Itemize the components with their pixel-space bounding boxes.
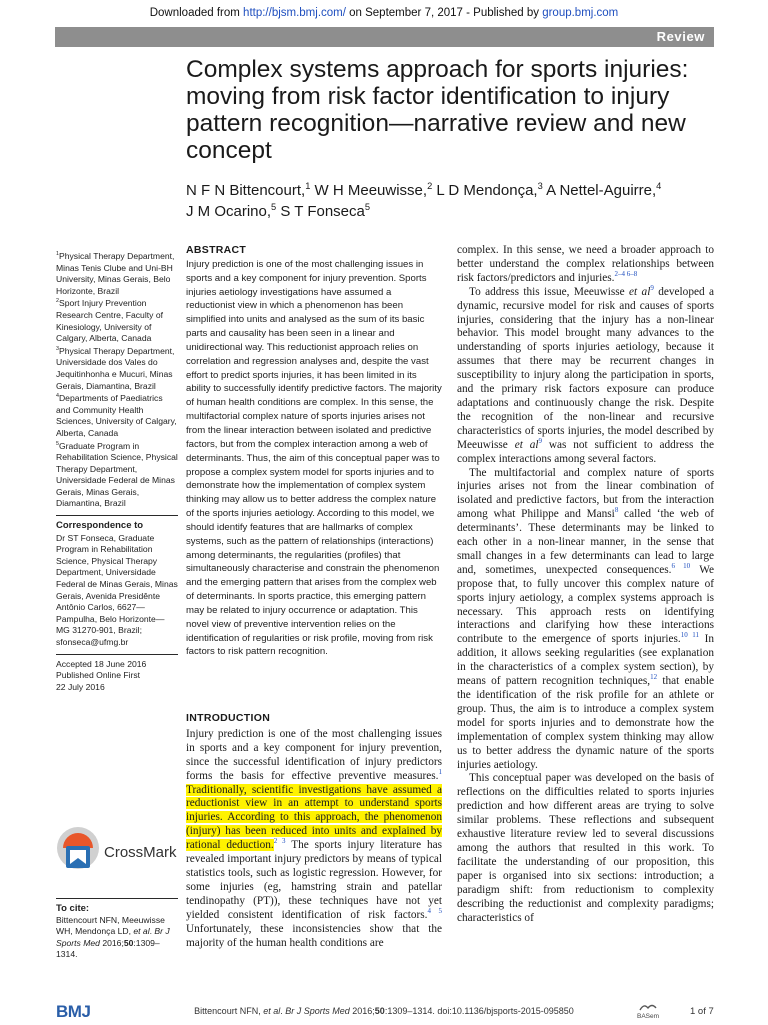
article-title: Complex systems approach for sports injuries: moving from risk factor identification to injury pattern recognition—narrative review and new concept (186, 56, 689, 164)
reference-link[interactable]: 10 11 (680, 631, 699, 640)
correspondence-text: Dr ST Fonseca, Graduate Program in Rehabilitation Science, Physical Therapy Department, Universidade Federal de Minas Gerais, Minas Gerais, Avenida Presidênte Antônio Carlos, 6627—Pampulha, Belo Horizonte—MG 31270-901, Brazil; sfonseca@ufmg.br (56, 532, 178, 647)
affiliation-list (56, 251, 178, 510)
svg-text:BASem: BASem (637, 1013, 660, 1020)
download-middle: on September 7, 2017 - Published by (345, 7, 543, 19)
author-affil-num: 2 (427, 181, 433, 191)
divider (56, 515, 178, 516)
author-affil-num: 1 (305, 181, 311, 191)
correspondence-heading: Correspondence to (56, 520, 144, 532)
reference-link[interactable]: 4 5 (427, 906, 443, 915)
body-paragraph: The multifactorial and complex nature of sports injuries arises not from the linear combination of isolated and predictive factors, but from the interaction among what Philippe and Mansi$^8$ called ‘the web of determinants’. These determinants may be linked to each other in a non-linear manner, in the sense that small changes in a few determinants can lead to large and, sometimes, unexpected consequences.$^{6 10}$ We propose that, to fully uncover this complex nature of sports injury aetiology, a complex systems approach is necessary. This approach rests on identifying interactions and clarifying how these interactions contribute to the emergence of sports injuries.$^{10 11}$ In addition, it allows seeking regularities (see explanation in the characteristics of a complex system section), by means of pattern recognition techniques,$^{12}$ that enable the identification of the risk profile for an athlete or group. Thus, the aim is to introduce a complex system model for sports injuries and to demonstrate how the implementation of complex system thinking may allow us to better address the dynamic nature of the sports injuries aetiology. (457, 466, 714, 771)
accepted-date: Accepted 18 June 2016 (56, 658, 147, 669)
download-notice (0, 7, 768, 19)
highlighted-text: Traditionally, scientific investigations have assumed a reductionist view in an attempt to understand sports injuries. According to this approach, the phenomenon (injury) has been reduced into units and explained by rational deduction. (186, 783, 442, 852)
author-list (186, 180, 706, 222)
published-label: Published Online First (56, 670, 141, 681)
sidebar-column (56, 251, 178, 693)
reference-link[interactable]: 1 (438, 767, 442, 776)
author-name[interactable]: S T Fonseca (276, 203, 365, 220)
author-affil-num: 4 (656, 181, 662, 191)
author-name[interactable]: J M Ocarino, (186, 203, 272, 220)
affiliation-item: $^2$Sport Injury Prevention Research Centre, Faculty of Kinesiology, University of Calgary, Alberta, Canada (56, 298, 163, 344)
group-link[interactable]: group.bmj.com (542, 7, 619, 19)
reference-link[interactable]: 12 (650, 673, 658, 682)
basem-icon (636, 1000, 666, 1020)
reference-link[interactable]: 9 (650, 283, 654, 292)
crossmark-icon (56, 826, 100, 880)
introduction-text: Injury prediction is one of the most challenging issues in sports and a key component for injury prevention, since the successful identification of injury predictors forms the basis for effective preventive measures.$^1$ Traditionally, scientific investigations have assumed a reductionist view in an attempt to understand sports injuries. According to this approach, the phenomenon (injury) has been reduced into units and explained by rational deduction.$^{2 3}$ The sports injury literature has revealed important injury predictors by means of typical statistics tools, such as logistic regression. However, for some injuries (eg, hamstring strain and patellar tendinopathy (PT)), these techniques have not yet yielded consistent identification of risk factors.$^{4 5}$ Unfortunately, these inconsistencies show that the majority of the human health conditions are (186, 727, 443, 949)
reference-link[interactable]: 9 (538, 436, 542, 445)
download-link[interactable]: http://bjsm.bmj.com/ (243, 7, 346, 19)
author-affil-num: 3 (537, 181, 543, 191)
abstract-text: Injury prediction is one of the most challenging issues in sports and a key component for injury prevention. Sports injuries aetiology investigations have assumed a reductionist view in which a phenomenon has been simplified into units and analysed as the sum of its basic parts and causality has been seen in a linear and unidirectional way. This reductionist approach relies on correlation and regression analyses and, despite the vast effort to predict sports injuries, it has been limited in its ability to successfully identify predictive factors. The majority of human health conditions are complex. In this sense, the multifactorial complex nature of sports injuries arises not from the linear interaction between isolated and predictive factors, but from the complex interaction among a web of determinants. Thus, the aim of this conceptual paper was to propose a complex system model for sports injuries and to demonstrate how the implementation of complex system thinking may allow us to better address the complex nature of the sports injuries aetiology. According to this model, we should identify features that are hallmarks of complex systems, such as the pattern of relationships (interactions) among determinants, the regularities (profiles) that simultaneously characterise and constrain the phenomenon and the emerging pattern that arises from the complex web of determinants. In sports practice, this emerging pattern may be related to injury occurrence or adaptation. This novel view of preventive intervention relies on the identification of regularities or risk profile, moving from risk factors to risk pattern recognition. (186, 258, 442, 658)
author-name[interactable]: N F N Bittencourt, (186, 182, 306, 199)
crossmark-badge[interactable] (56, 826, 178, 882)
affiliation-item: $^3$Physical Therapy Department, Universidade dos Vales do Jequitinhonha e Mucuri, Minas Gerais, Diamantina, Brazil (56, 345, 175, 391)
affiliation-item: $^5$Graduate Program in Rehabilitation Science, Physical Therapy Department, Universidade Federal de Minas Gerais, Minas Gerais, Diamantina, Brazil (56, 440, 178, 509)
body-column-right (457, 244, 714, 925)
download-prefix: Downloaded from (149, 7, 244, 19)
author-affil-num: 5 (271, 202, 277, 212)
reference-link[interactable]: 8 (614, 506, 619, 515)
body-paragraph: This conceptual paper was developed on the basis of reflections on the difficulties related to sports injuries prediction and how different areas are trying to solve similar problems. These reflections and subsequent exhaustive literature review led to several discussions among the authors that resulted in this work. To facilitate the understanding of our proposition, this paper is organised into six sections: introduction; a paradigm shift: from reductionism to complexity describing the reductionist and complexity paradigms; characteristics of (457, 772, 714, 924)
crossmark-label: CrossMark (104, 844, 177, 861)
published-date: 22 July 2016 (56, 681, 105, 692)
author-name[interactable]: L D Mendonça, (432, 182, 538, 199)
page-number: 1 of 7 (690, 1006, 714, 1017)
author-name[interactable]: A Nettel-Aguirre, (542, 182, 657, 199)
abstract-section (186, 244, 442, 659)
reference-link[interactable]: 2 3 (273, 837, 286, 846)
body-paragraph: complex. In this sense, we need a broader approach to better understand the complex relationships between risk factors/predictors and injuries.$^{2-4 6-8}$ (457, 244, 714, 284)
introduction-heading: INTRODUCTION (186, 712, 271, 724)
affiliation-item: $^1$Physical Therapy Department, Minas Tenis Clube and Uni-BH University, Minas Gerais, Belo Horizonte, Brazil (56, 251, 175, 296)
citation-heading: To cite: (56, 903, 90, 914)
footer-citation: Bittencourt NFN, et al. Br J Sports Med 2016;50:1309–1314. doi:10.1136/bjsports-2015-095850 (194, 1006, 574, 1016)
reference-link[interactable]: 6 10 (671, 562, 691, 571)
section-band (55, 27, 714, 47)
bmj-logo: BMJ (56, 1002, 91, 1021)
reference-link[interactable]: 2–4 6–8 (614, 270, 638, 279)
author-name[interactable]: W H Meeuwisse, (310, 182, 428, 199)
section-label: Review (656, 29, 705, 44)
abstract-heading: ABSTRACT (186, 244, 247, 256)
citation-box (56, 898, 178, 961)
citation-text: Bittencourt NFN, Meeuwisse WH, Mendonça LD, et al. Br J Sports Med 2016;50:1309–1314. (56, 914, 170, 960)
basem-logo (636, 1000, 666, 1020)
body-paragraph: To address this issue, Meeuwisse et al$^9$ developed a dynamic, recursive model for risk and causes of sports injuries, considering that the injury has a non-linear behavior. This model brought many advances to the understanding of sports injuries aetiology, because it assumes that there may be recurrent changes in susceptibility to injury along the participation in sports, and the primary risk factors exposure can produce adaptations and continuously change the risk. Despite the recognition of the non-linear and recursive characteristics of sports injuries, the model described by Meeuwisse et al$^9$ was not sufficient to address the complex interactions among several factors. (457, 283, 715, 465)
affiliation-item: $^4$Departments of Paediatrics and Community Health Sciences, University of Calgary, Alberta, Canada (56, 393, 177, 438)
introduction-section (186, 712, 442, 950)
author-affil-num: 5 (364, 202, 371, 212)
divider (56, 654, 178, 655)
